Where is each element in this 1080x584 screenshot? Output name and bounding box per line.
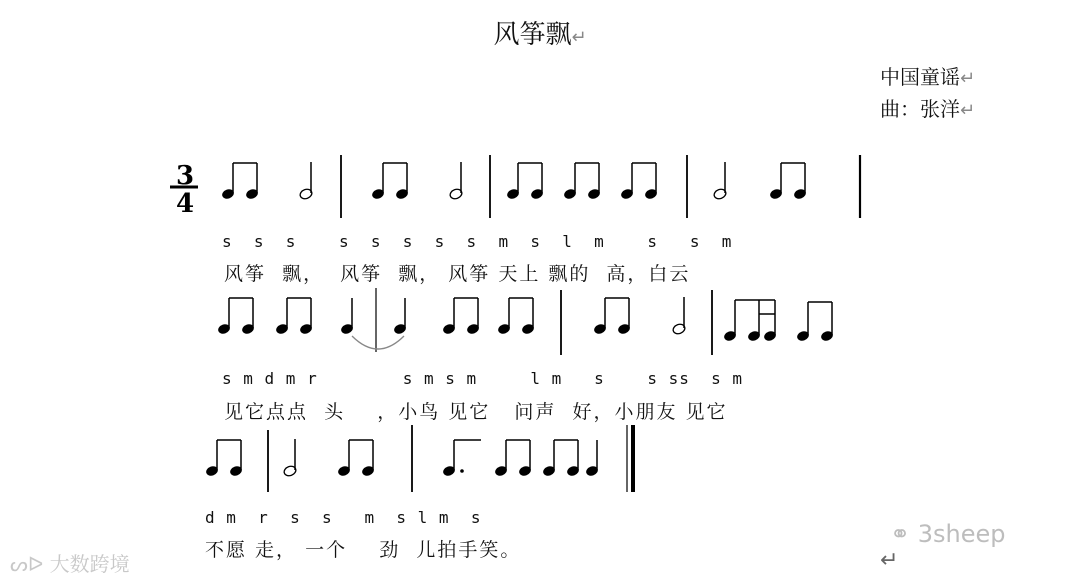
return-mark-icon: ↵ [571, 27, 587, 48]
composer-text: 曲：张洋 [880, 97, 960, 121]
time-sig-top: 3 [176, 161, 195, 191]
return-mark-icon: ↵ [960, 100, 976, 121]
watermark-left-text: 大数跨境 [49, 552, 130, 576]
watermark-left: ᔕᐅ 大数跨境 [10, 552, 130, 576]
origin-text: 中国童谣 [880, 65, 960, 89]
watermark-right-text: 3sheep [917, 520, 1006, 548]
lyrics-row-2: 见它点点 头 ，小鸟 见它 问声 好，小朋友 见它 [224, 401, 728, 423]
watermark-right: ⚭ 3sheep [890, 520, 1006, 548]
tie-arc [352, 336, 404, 349]
dot [460, 469, 464, 473]
title-text: 风筝飘 [493, 20, 572, 50]
time-sig-bottom: 4 [176, 189, 195, 219]
return-mark-icon: ↵ [960, 68, 976, 89]
notation-layer [205, 155, 860, 492]
solfege-row-1: s s s s s s s s m s l m s s m [222, 232, 733, 251]
solfege-row-2: s m d m r s m s m l m s s ss s m [222, 369, 744, 388]
lyrics-row-3: 不愿 走， 一个 劲 儿拍手笑。 [205, 539, 522, 561]
return-mark-icon: ↵ [880, 548, 899, 573]
solfege-row-3: d m r s s m s l m s [205, 508, 482, 527]
lyrics-row-1: 风筝 飘， 风筝 飘， 风筝 天上 飘的 高，白云 [224, 263, 691, 285]
